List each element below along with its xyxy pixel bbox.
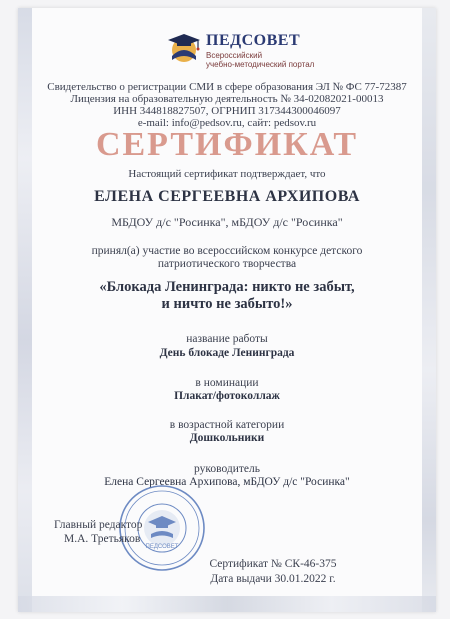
logo-subtitle: Всероссийский: [206, 51, 263, 60]
nomination-value: Плакат/фотоколлаж: [174, 390, 280, 402]
decorative-border-bottom: [18, 596, 436, 612]
supervisor-value: Елена Сергеевна Архипова, мБДОУ д/с "Росинка": [104, 476, 350, 488]
pedsovet-logo: [166, 30, 316, 70]
license-line: Лицензия на образовательную деятельность № 34-02082021-00013: [70, 93, 384, 105]
age-category-label: в возрастной категории: [169, 419, 285, 431]
logo-title: ПЕДСОВЕТ: [206, 32, 301, 49]
chief-editor: [54, 518, 142, 546]
contest-title: [18, 279, 436, 313]
logo-subtitle-2: учебно-методический портал: [206, 60, 315, 69]
graduation-cap-icon: [166, 30, 202, 66]
editor-label: Главный редактор: [54, 519, 143, 531]
participation-text: [18, 245, 436, 271]
issue-date: Дата выдачи 30.01.2022 г.: [210, 573, 336, 585]
editor-name: М.А. Третьяков: [64, 533, 141, 545]
registration-info: [18, 81, 436, 129]
stamp-label: ПЕДСОВЕТ: [145, 544, 179, 550]
contest-title-line: и ничто не забыто!»: [161, 296, 293, 312]
contacts-line: e-mail: info@pedsov.ru, сайт: pedsov.ru: [137, 117, 317, 129]
participation-line: патриотического творчества: [157, 258, 297, 270]
recipient-organization: МБДОУ д/с "Росинка", мБДОУ д/с "Росинка": [111, 215, 343, 229]
certificate-title: СЕРТИФИКАТ: [95, 126, 359, 163]
certificate-number: Сертификат № СК-46-375: [209, 558, 337, 570]
registration-line: Свидетельство о регистрации СМИ в сфере образования ЭЛ № ФС 77-72387: [47, 81, 407, 93]
recipient-name: ЕЛЕНА СЕРГЕЕВНА АРХИПОВА: [94, 188, 360, 205]
work-value: День блокаде Ленинграда: [159, 347, 295, 359]
work-label: название работы: [186, 333, 268, 345]
certificate-sheet: [18, 8, 436, 612]
nomination-label: в номинации: [195, 377, 259, 389]
certificate-details: [198, 557, 348, 587]
inn-line: ИНН 344818827507, ОГРНИП 317344300046097: [113, 105, 341, 117]
participation-line: принял(а) участие во всероссийском конкурсе детского: [91, 245, 363, 257]
age-category-value: Дошкольники: [189, 432, 265, 444]
supervisor-label: руководитель: [194, 463, 260, 475]
confirmation-text: Настоящий сертификат подтверждает, что: [128, 168, 326, 180]
contest-title-line: «Блокада Ленинграда: никто не забыт,: [99, 279, 355, 295]
